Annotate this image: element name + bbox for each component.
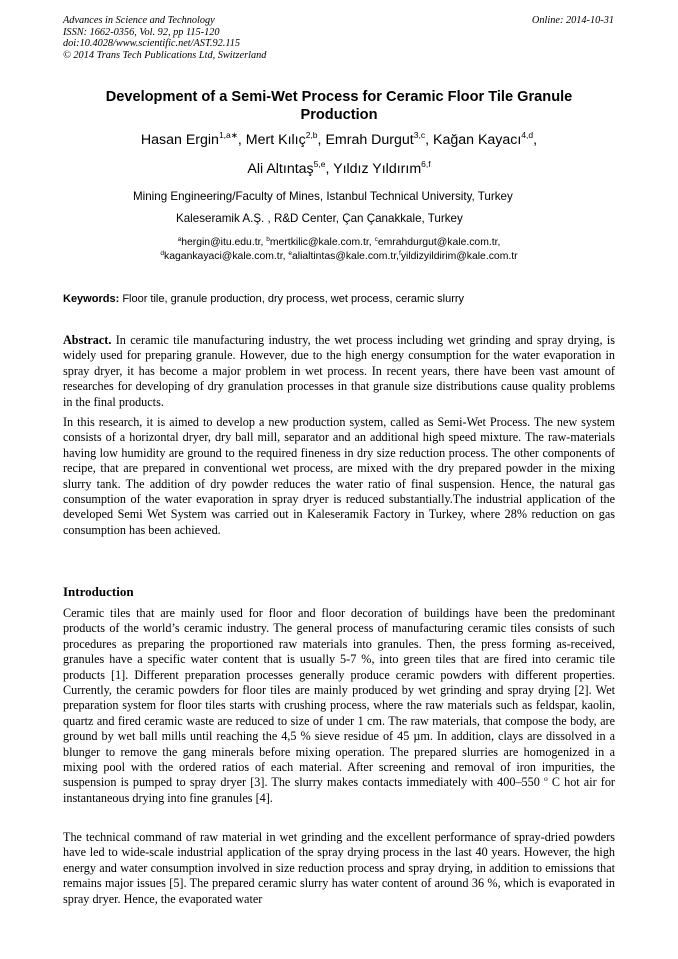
author-affiliation-mark: 3,c (413, 130, 426, 140)
intro-paragraph-1: Ceramic tiles that are mainly used for floor and floor decoration of buildings have been the predominant products of the world’s ceramic industry. The general process of manufacturing ceramic tiles consists of such procedures as preparing the proportioned raw materials into granules. Then, the press forming as-received, granules have a specific water content that is usually 5-7 %, into green tiles that are fired into ceramic tile products [1]. Different preparation processes generally produce ceramic powders with different properties. Currently, the ceramic powders for floor tiles are mainly produced by wet grinding and spray drying [2]. Wet preparation system for floor tiles starts with crushing process, where the raw materials such as feldspar, kaolin, quartz and fired ceramic waste are reduced to size of under 1 cm. The raw materials, that compose the body, are ground by wet ball mills until reaching the 4,5 % sieve residue of 45 µm. In addition, clays are dissolved in a blunger to remove the gang minerals before mixing operation. The prepared slurries are homogenized in a mixing pool with the ordered ratios of each material. After screening and removal of iron impurities, the suspension is pumped to spray dryer [3]. The slurry makes contacts immediately with 400–550 $^o$ C hot air for instantaneous drying into fine granules [4]. (63, 606, 615, 805)
journal-name: Advances in Science and Technology (63, 15, 215, 26)
author-affiliation-mark: 6,f (421, 159, 431, 169)
author-affiliation-mark: 5,e (313, 159, 326, 169)
section-heading: Introduction (63, 584, 134, 599)
author-name: Mert Kılıç (245, 132, 306, 148)
author-line-1: Hasan Ergin$^{1,a∗}$, Mert Kılıç$^{2,b}$, Emrah Durgut$^{3,c}$, Kağan Kayacı$^{4,d}$, (140, 130, 538, 148)
email-link[interactable]: kagankayaci@kale.com.tr (164, 251, 283, 262)
author-affiliation-mark: 1,a∗ (218, 130, 238, 140)
email-line-1: $^a$hergin@itu.edu.tr, $^b$mertkilic@kale.com.tr, $^c$emrahdurgut@kale.com.tr, (177, 236, 501, 248)
author-name: Emrah Durgut (325, 132, 414, 148)
author-name: Hasan Ergin (140, 132, 219, 148)
email-link[interactable]: alialtintas@kale.com.tr (292, 251, 397, 262)
email-link[interactable]: yildizyildirim@kale.com.tr (400, 251, 518, 262)
issn-line: ISSN: 1662-0356, Vol. 92, pp 115-120 (63, 26, 220, 38)
keywords-text: Floor tile, granule production, dry process, wet process, ceramic slurry (122, 293, 465, 305)
email-link[interactable]: emrahdurgut@kale.com.tr (377, 237, 498, 248)
email-line-2: $^d$kagankayaci@kale.com.tr, $^e$alialtintas@kale.com.tr,$^f$yildizyildirim@kale.com.tr (160, 250, 518, 262)
affiliation-1: Mining Engineering/Faculty of Mines, Istanbul Technical University, Turkey (133, 190, 513, 203)
email-link[interactable]: hergin@itu.edu.tr (181, 237, 261, 248)
online-date: Online: 2014-10-31 (531, 15, 614, 26)
keywords (63, 292, 615, 306)
author-name: Kağan Kayacı (432, 132, 522, 148)
author-affiliation-mark: 4,d (521, 130, 534, 140)
abstract-paragraph-1: Abstract. In ceramic tile manufacturing industry, the wet process including wet grinding and spray drying, is widely used for preparing granule. However, due to the high energy consumption for the water evaporation in spray dryer, it has become a major problem in wet process. In recent years, there have been vast amount of researches for developing of dry granulation processes in that granule size distributions cause quality problems in the final products. (63, 333, 616, 409)
abstract-paragraph-2: In this research, it is aimed to develop a new production system, called as Semi-Wet Process. The new system consists of a horizontal dryer, dry ball mill, separator and an additional high speed mixture. The raw-materials having low humidity are ground to the required fineness in dry size reduction process. The other components of recipe, that are prepared in conventional wet process, are mixed with the dry prepared powder in the mixing slurry tank. The addition of dry powder reduces the water ratio of final suspension. Hence, the natural gas consumption of the water evaporation in spray dryer is reduced substantially.The industrial application of the developed Semi Wet System was carried out in Kaleseramik Factory in Turkey, where 28% reduction on gas consumption has been achieved. (63, 415, 615, 537)
keywords-label: Keywords: (63, 293, 120, 305)
copyright-line: © 2014 Trans Tech Publications Ltd, Switzerland (63, 49, 267, 61)
email-link[interactable]: mertkilic@kale.com.tr (269, 237, 369, 248)
paper-title: Development of a Semi-Wet Process for Ceramic Floor Tile Granule Production (105, 89, 573, 123)
author-line-2: Ali Altıntaş$^{5,e}$, Yıldız Yıldırım$^{6,f}$ (247, 159, 431, 177)
affiliation-2: Kaleseramik A.Ş. , R&D Center, Çan Çanakkale, Turkey (176, 212, 463, 225)
intro-paragraph-2: The technical command of raw material in wet grinding and the excellent performance of spray-dried powders have led to wide-scale industrial application of the spray drying process in the last 40 years. However, the high energy and water consumption involved in size reduction process and spray drying, in addition to emissions that remains major issues [5]. The prepared ceramic slurry has water content of around 36 %, which is evaporated in spray dryer. Hence, the evaporated water (63, 830, 615, 906)
abstract-label: Abstract. (63, 333, 112, 347)
author-name: Yıldız Yıldırım (333, 161, 422, 177)
author-affiliation-mark: 2,b (305, 130, 318, 140)
journal-info (63, 15, 266, 61)
doi-line: doi:10.4028/www.scientific.net/AST.92.115 (63, 38, 241, 50)
author-name: Ali Altıntaş (247, 161, 314, 177)
